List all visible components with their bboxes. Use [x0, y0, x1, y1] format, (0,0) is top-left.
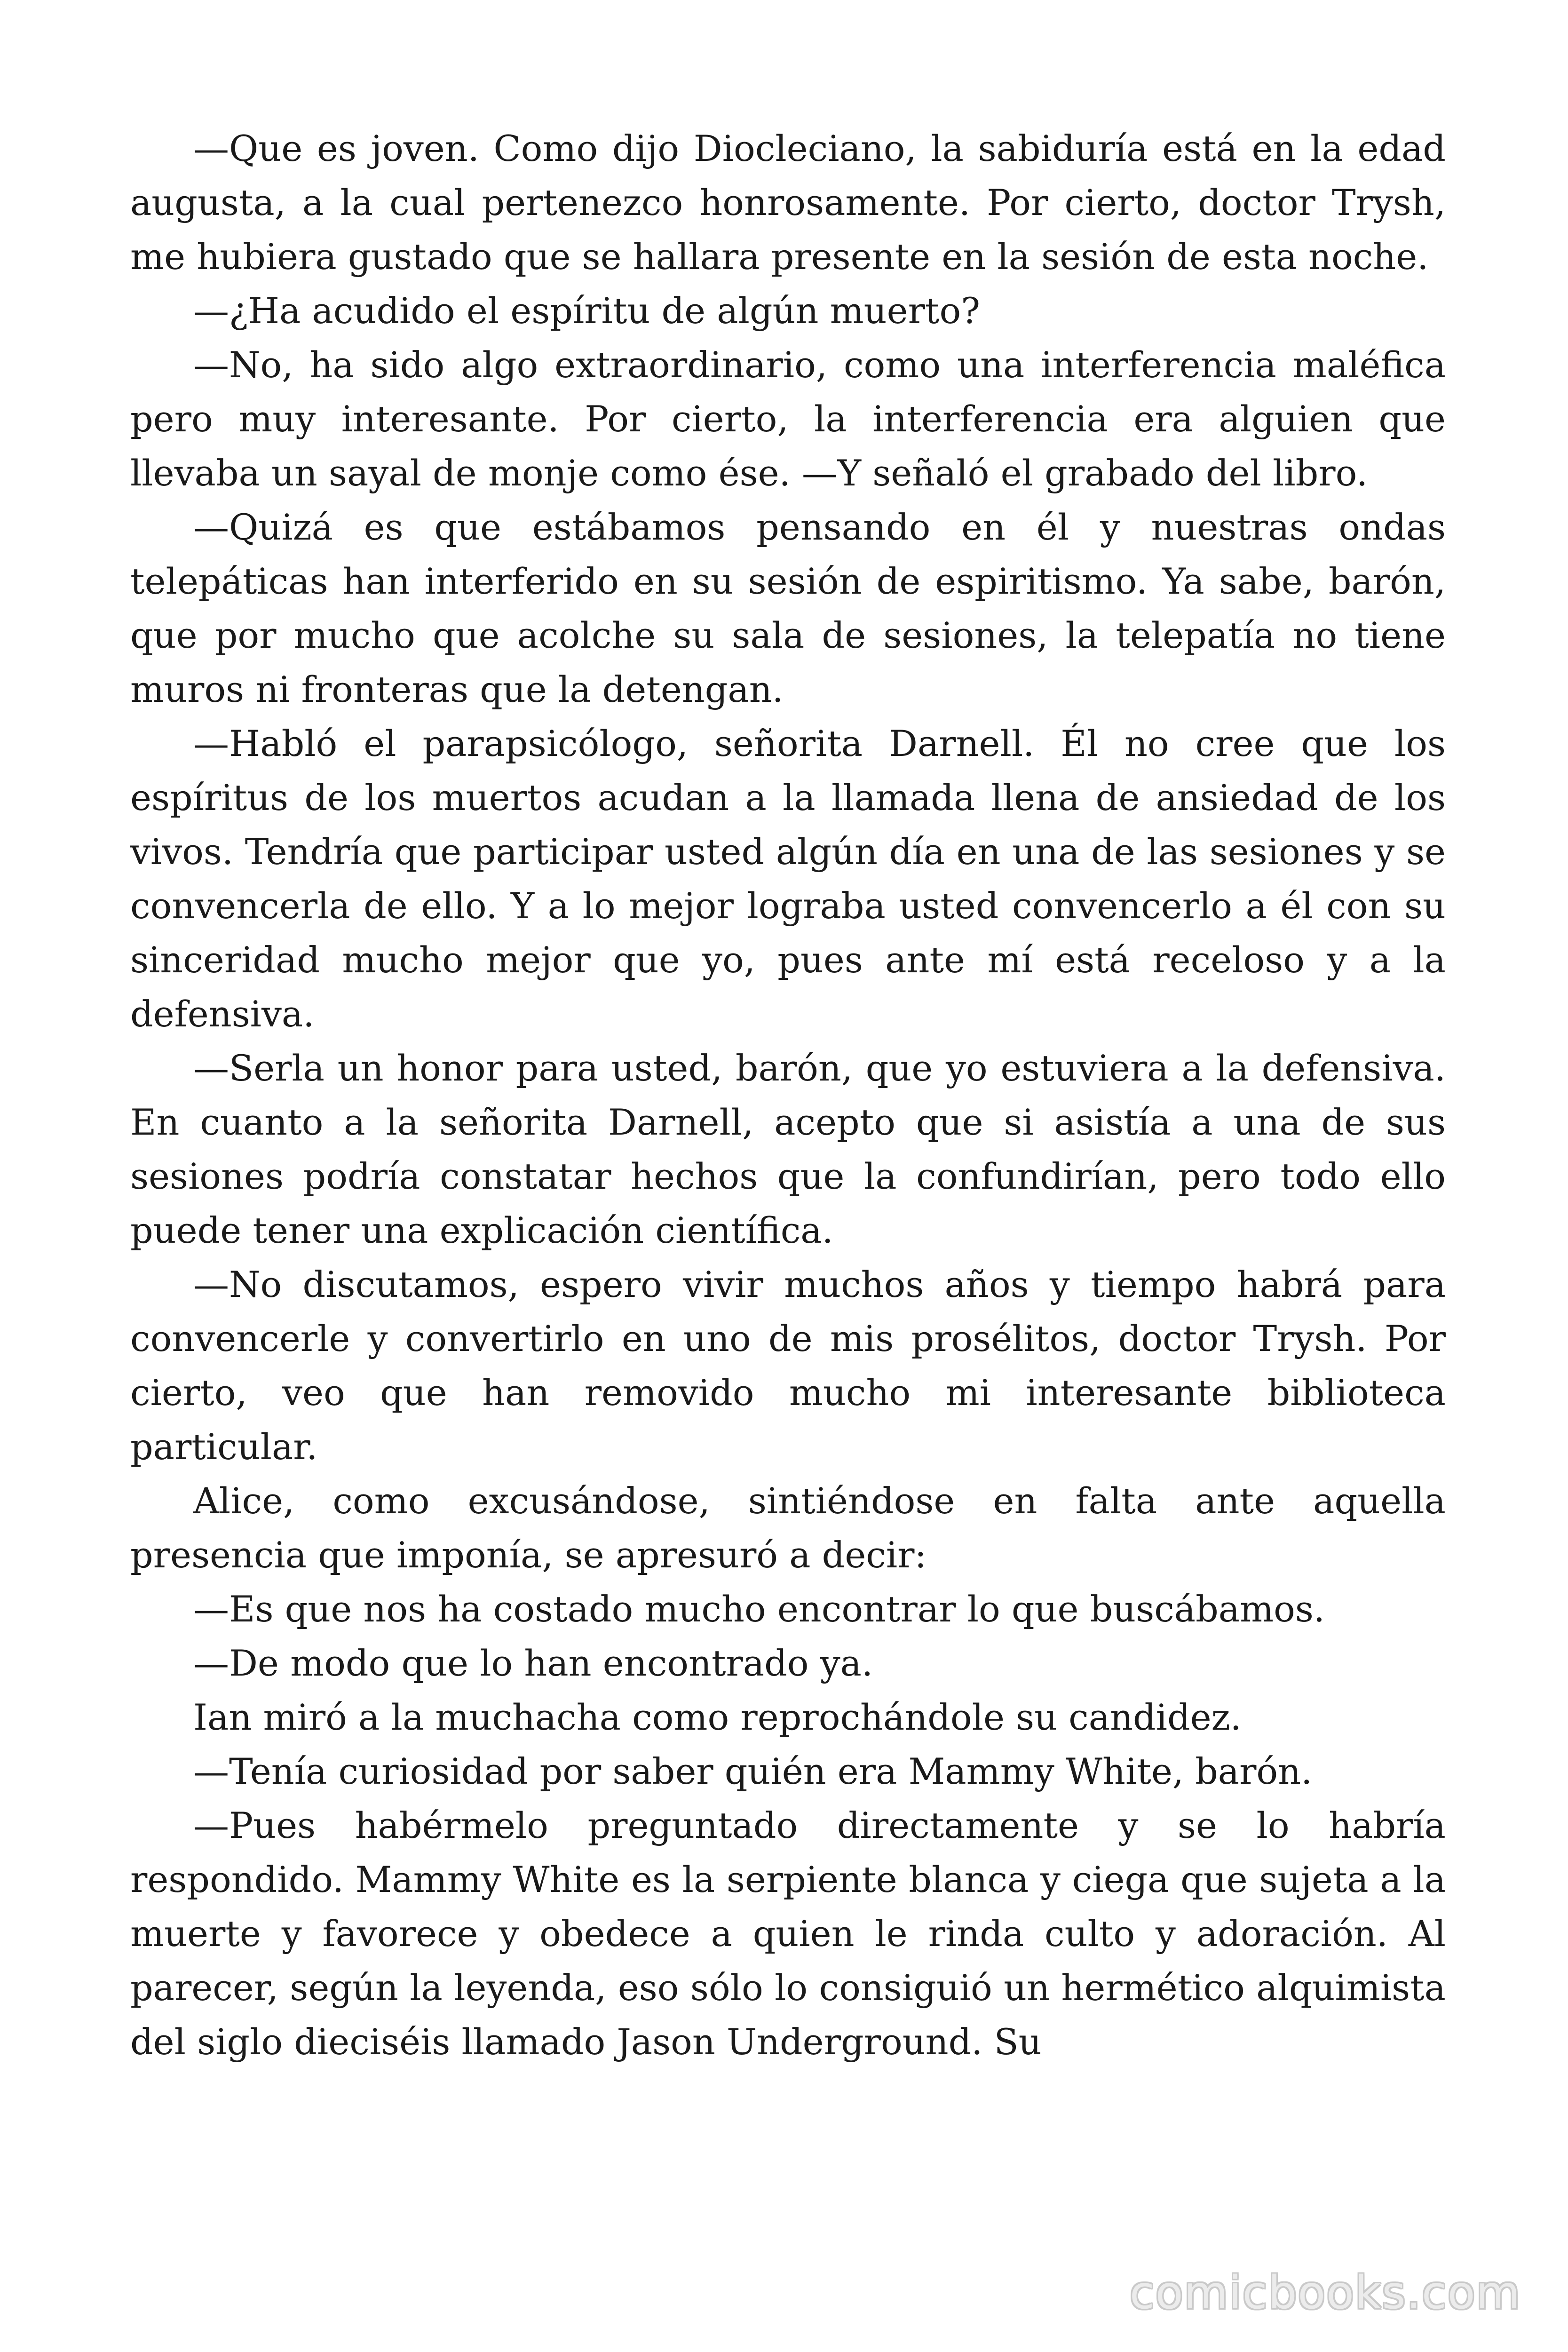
- paragraph: —Es que nos ha costado mucho encontrar lo que buscábamos.: [193, 1588, 1325, 1630]
- paragraph: —Tenía curiosidad por saber quién era Mammy White, barón.: [193, 1750, 1313, 1792]
- paragraph: —Habló el parapsicólogo, señorita Darnell. Él no cree que los espíritus de los muertos acudan a la llamada llena de ansiedad de los vivos. Tendría que participar usted algún día en una de las sesiones y se convencerla de ello. Y a lo mejor lograba usted convencerlo a él con su sinceridad mucho mejor que yo, pues ante mí está receloso y a la defensiva.: [130, 723, 1446, 1035]
- paragraph: —¿Ha acudido el espíritu de algún muerto?: [193, 290, 980, 332]
- paragraph: —Que es joven. Como dijo Diocleciano, la sabiduría está en la edad augusta, a la cual pertenezco honrosamente. Por cierto, doctor Trysh, me hubiera gustado que se hallara presente en la sesión de esta noche.: [130, 127, 1446, 278]
- paragraph: —No discutamos, espero vivir muchos años y tiempo habrá para convencerle y convertirlo en uno de mis prosélitos, doctor Trysh. Por cierto, veo que han removido mucho mi interesante biblioteca particular.: [130, 1263, 1446, 1468]
- paragraph: —De modo que lo han encontrado ya.: [193, 1642, 873, 1684]
- paragraph: Alice, como excusándose, sintiéndose en falta ante aquella presencia que imponía, se apresuró a decir:: [130, 1480, 1446, 1576]
- book-page-text: [130, 121, 1446, 2069]
- paragraph-last: —Pues habérmelo preguntado directamente y se lo habría respondido. Mammy White es la serpiente blanca y ciega que sujeta a la muerte y favorece y obedece a quien le rinda culto y adoración. Al parecer, según la leyenda, eso sólo lo consiguió un hermético alquimista del siglo dieciséis llamado Jason Underground. Su: [130, 1804, 1446, 2063]
- paragraph: —Quizá es que estábamos pensando en él y nuestras ondas telepáticas han interferido en su sesión de espiritismo. Ya sabe, barón, que por mucho que acolche su sala de sesiones, la telepatía no tiene muros ni fronteras que la detengan.: [130, 506, 1446, 710]
- paragraph: —No, ha sido algo extraordinario, como una interferencia maléfica pero muy interesante. Por cierto, la interferencia era alguien que llevaba un sayal de monje como ése. —Y señaló el grabado del libro.: [130, 344, 1446, 494]
- paragraph: —Serla un honor para usted, barón, que yo estuviera a la defensiva. En cuanto a la señorita Darnell, acepto que si asistía a una de sus sesiones podría constatar hechos que la confundirían, pero todo ello puede tener una explicación científica.: [130, 1047, 1446, 1251]
- watermark-logo: comicbooks.com: [1129, 2266, 1521, 2319]
- paragraph: Ian miró a la muchacha como reprochándole su candidez.: [193, 1696, 1242, 1738]
